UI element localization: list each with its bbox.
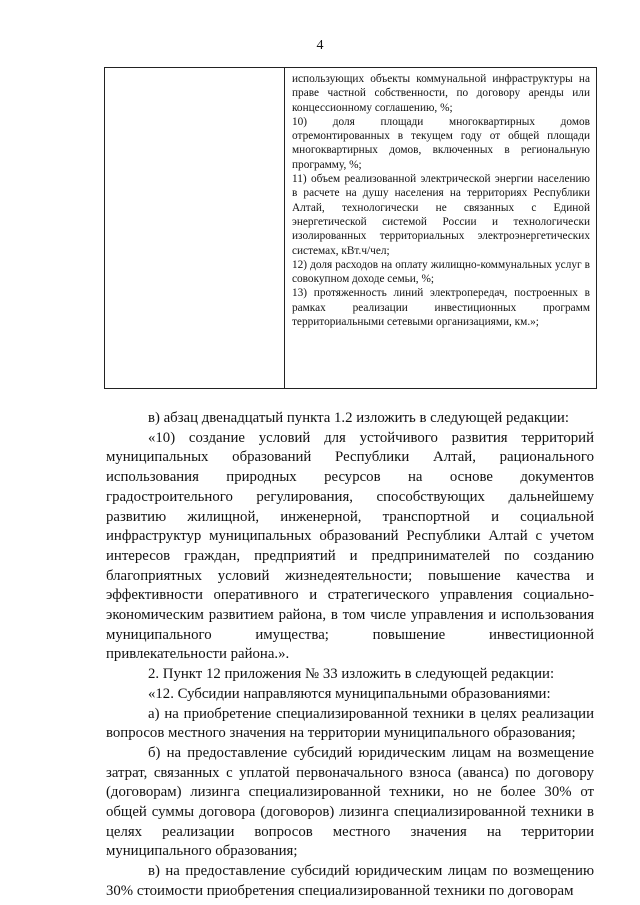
body-paragraph: в) на предоставление субсидий юридическим лицам по возмещению 30% стоимости приобретения специализированной техники по договорам	[106, 863, 594, 899]
body-paragraph: а) на приобретение специализированной техники в целях реализации вопросов местного значения на территории муниципального образования;	[106, 705, 594, 742]
indicators-table	[104, 67, 597, 389]
table-indicator-item: использующих объекты коммунальной инфраструктуры на праве частной собственности, по договору аренды или концессионному соглашению, %;	[292, 73, 590, 114]
table-indicator-item: 10) доля площади многоквартирных домов отремонтированных в текущем году от общей площади многоквартирных домов, включенных в региональную программу, %;	[292, 115, 590, 171]
table-indicator-item: 12) доля расходов на оплату жилищно-коммунальных услуг в совокупном доходе семьи, %;	[292, 258, 590, 286]
body-paragraph: в) абзац двенадцатый пункта 1.2 изложить в следующей редакции:	[148, 410, 569, 426]
table-indicator-item: 11) объем реализованной электрической энергии населению в расчете на душу населения на территориях Республики Алтай, технологически не связанных с Единой энергетической системой России и технологически изолированных территориальных электроэнергетических системах, кВт.ч/чел;	[292, 173, 590, 257]
body-paragraph: «10) создание условий для устойчивого развития территорий муниципальных образований Республики Алтай, рационального использования природных ресурсов на основе документов градостроительного регулирования, способствующих дальнейшему развитию жилищной, инженерной, транспортной и социальной инфраструктур муниципальных образований Республики Алтай с учетом интересов граждан, предприятий и предпринимателей по созданию благоприятных условий жизнедеятельности; повышение качества и эффективности оперативного и стратегического управления социально-экономическим развитием района, в том числе управления и использования муниципального имущества; повышение инвестиционной привлекательности района.».	[106, 429, 594, 663]
table-indicator-item: 13) протяженность линий электропередач, построенных в рамках реализации инвестиционных программ территориальными сетевыми организациями, км.»;	[292, 287, 590, 329]
page-number: 4	[316, 38, 324, 53]
document-body	[106, 409, 594, 902]
body-paragraph: «12. Субсидии направляются муниципальными образованиями:	[148, 685, 551, 702]
table-right-column	[285, 68, 596, 388]
body-paragraph: б) на предоставление субсидий юридическим лицам на возмещение затрат, связанных с уплатой первоначального взноса (аванса) по договору (договорам) лизинга специализированной техники, но не более 30% от общей суммы договора (договоров) лизинга специализированной техники в целях реализации вопросов местного значения на территории муниципального образования;	[106, 744, 594, 860]
body-paragraph: 2. Пункт 12 приложения № 33 изложить в следующей редакции:	[148, 666, 555, 683]
table-left-column	[105, 68, 285, 388]
